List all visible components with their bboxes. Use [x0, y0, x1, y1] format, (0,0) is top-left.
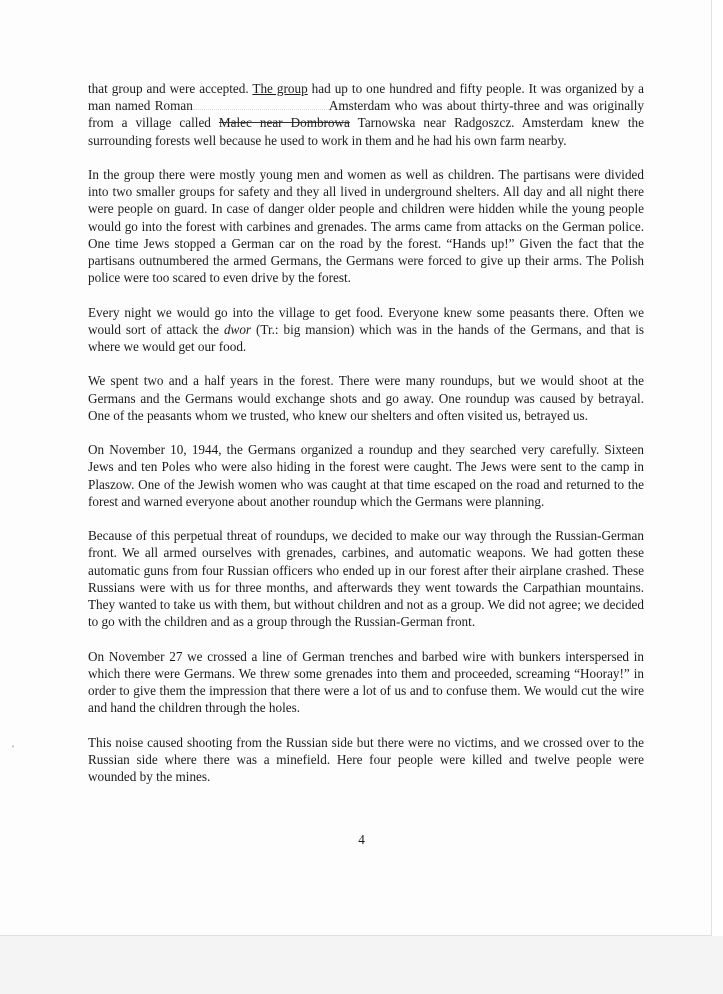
paragraph-text: (Tr.: big mansion) which was in the hands of the Germans, and that is where we would get our food.: [88, 321, 644, 355]
paragraph: [88, 734, 644, 786]
struck-text: Malec near Dombrowa: [218, 115, 350, 131]
paragraph-text: We spent two and a half years in the forest. There were many roundups, but we would shoot at the Germans and the Germans would exchange shots and go away. One roundup was caused by betrayal. One of the peasants whom we trusted, who knew our shelters and often visited us, betrayed us.: [88, 373, 644, 423]
paragraph-text: On November 10, 1944, the Germans organized a roundup and they searched very carefully. Sixteen Jews and ten Poles who were also hiding in the forest were caught. The Jews were sent to the camp in Plaszow. One of the Jewish women who was caught at that time escaped on the road and returned to the forest and warned everyone about another roundup which the Germans were planning.: [88, 442, 644, 509]
paragraph: [88, 372, 644, 424]
paragraph-text: Tarnowska near Radgoszcz. Amsterdam knew the surrounding forests well because he used to work in them and he had his own farm nearby.: [88, 115, 644, 148]
paragraph: [88, 304, 644, 356]
paragraph: [88, 648, 644, 717]
italic-term: dwor: [223, 321, 252, 337]
paragraph-text: that group and were accepted.: [88, 81, 253, 96]
paragraph-text: Every night we would go into the village to get food. Everyone knew some peasants there. Often we would sort of attack the: [88, 304, 644, 337]
paragraph: [88, 80, 644, 149]
document-body: [88, 80, 644, 802]
paragraph-text: had up to one hundred and fifty people. It was organized by a man named Roman: [88, 81, 644, 114]
paragraph: [88, 527, 644, 630]
page-number: 4: [358, 832, 365, 847]
paragraph-text: This noise caused shooting from the Russian side but there were no victims, and we crossed over to the Russian side where there was a minefield. Here four people were killed and twelve people were wounded by the mines.: [88, 734, 644, 785]
paragraph-text: Because of this perpetual threat of roundups, we decided to make our way through the Russian-German front. We all armed ourselves with grenades, carbines, and automatic weapons. We had gotten these automatic guns from four Russian officers who ended up in our forest after their airplane crashed. These Russians were with us for three months, and afterwards they went towards the Carpathian mountains. They wanted to take us with them, but without children and not as a group. We did not agree; we decided to go with the children and as a group through the Russian-German front.: [88, 528, 644, 630]
paragraph-text: In the group there were mostly young men and women as well as children. The partisans were divided into two smaller groups for safety and they all lived in underground shelters. All day and all night there were people on guard. In case of danger older people and children were hidden while the young people would go into the forest with carbines and grenades. The arms came from attacks on the German police. One time Jews stopped a German car on the road by the forest. “Hands up!” Given the fact that the partisans outnumbered the armed Germans, the Germans were forced to give up their arms. The Polish police were too scared to even drive by the forest.: [88, 167, 644, 286]
scan-speck: [12, 745, 14, 748]
paragraph: [88, 441, 644, 510]
scan-margin: [0, 936, 723, 994]
redacted-gap: [193, 99, 329, 110]
paragraph-text: Amsterdam who was about thirty-three and was originally from a village called: [88, 98, 644, 131]
underlined-text: The group: [252, 81, 308, 96]
paragraph: [88, 166, 644, 286]
paragraph-text: On November 27 we crossed a line of German trenches and barbed wire with bunkers interspersed in which there were Germans. We threw some grenades into them and proceeded, screaming “Hooray!” in order to give them the impression that there were a lot of us and to confuse them. We would cut the wire and hand the children through the holes.: [88, 648, 644, 716]
